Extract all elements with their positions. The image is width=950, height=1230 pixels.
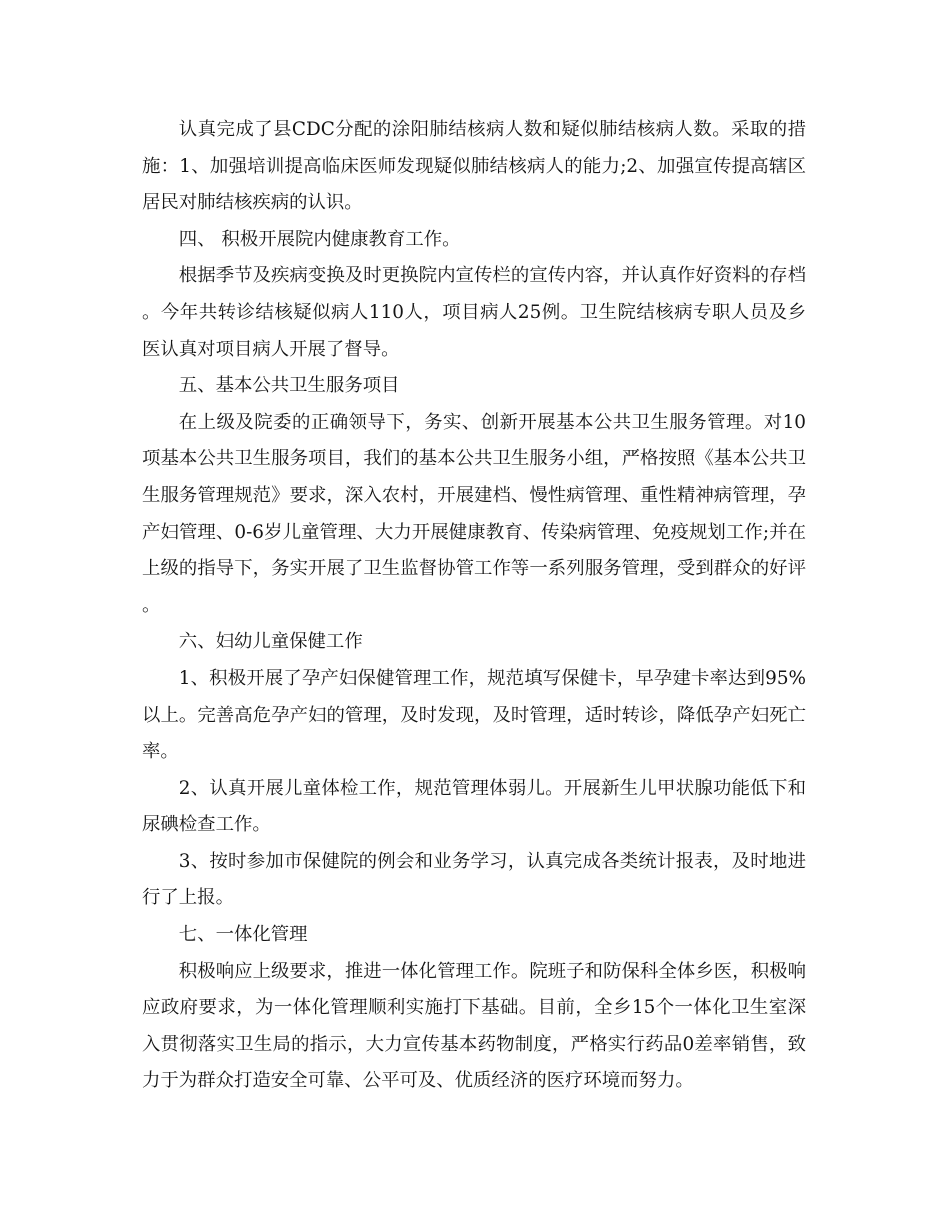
- section-heading-integrated-management: 七、一体化管理: [178, 924, 308, 946]
- paragraph-tb-detection: 认真完成了县CDC分配的涂阳肺结核病人数和疑似肺结核病人数。采取的措施：1、加强培训提高临床医师发现疑似肺结核病人的能力;2、加强宣传提高辖区居民对肺结核疾病的认识。: [142, 119, 806, 214]
- paragraph-health-education: 根据季节及疾病变换及时更换院内宣传栏的宣传内容，并认真作好资料的存档。今年共转诊结核疑似病人110人，项目病人25例。卫生院结核病专职人员及乡医认真对项目病人开展了督导。: [142, 265, 806, 360]
- paragraph-maternal-care: 1、积极开展了孕产妇保健管理工作，规范填写保健卡，早孕建卡率达到95%以上。完善高危孕产妇的管理，及时发现，及时管理，适时转诊，降低孕产妇死亡率。: [142, 667, 806, 763]
- paragraph-integrated-management: 积极响应上级要求，推进一体化管理工作。院班子和防保科全体乡医，积极响应政府要求，为一体化管理顺利实施打下基础。目前，全乡15个一体化卫生室深入贯彻落实卫生局的指示，大力宣传基本药物制度，严格实行药品0差率销售，致力于为群众打造安全可靠、公平可及、优质经济的医疗环境而努力。: [142, 960, 806, 1092]
- section-heading-maternal-child: 六、妇幼儿童保健工作: [178, 631, 363, 653]
- document-body: [142, 112, 806, 1100]
- paragraph-reporting: 3、按时参加市保健院的例会和业务学习，认真完成各类统计报表，及时地进行了上报。: [142, 850, 806, 909]
- section-heading-public-health: 五、基本公共卫生服务项目: [178, 375, 400, 397]
- section-heading-health-education: 四、 积极开展院内健康教育工作。: [178, 228, 461, 250]
- paragraph-child-checkup: 2、认真开展儿童体检工作，规范管理体弱儿。开展新生儿甲状腺功能低下和尿碘检查工作。: [142, 777, 806, 836]
- paragraph-public-health: 在上级及院委的正确领导下，务实、创新开展基本公共卫生服务管理。对10项基本公共卫生服务项目，我们的基本公共卫生服务小组，严格按照《基本公共卫生服务管理规范》要求，深入农村，开展建档、慢性病管理、重性精神病管理，孕产妇管理、0-6岁儿童管理、大力开展健康教育、传染病管理、免疫规划工作;并在上级的指导下，务实开展了卫生监督协管工作等一系列服务管理，受到群众的好评。: [142, 411, 806, 616]
